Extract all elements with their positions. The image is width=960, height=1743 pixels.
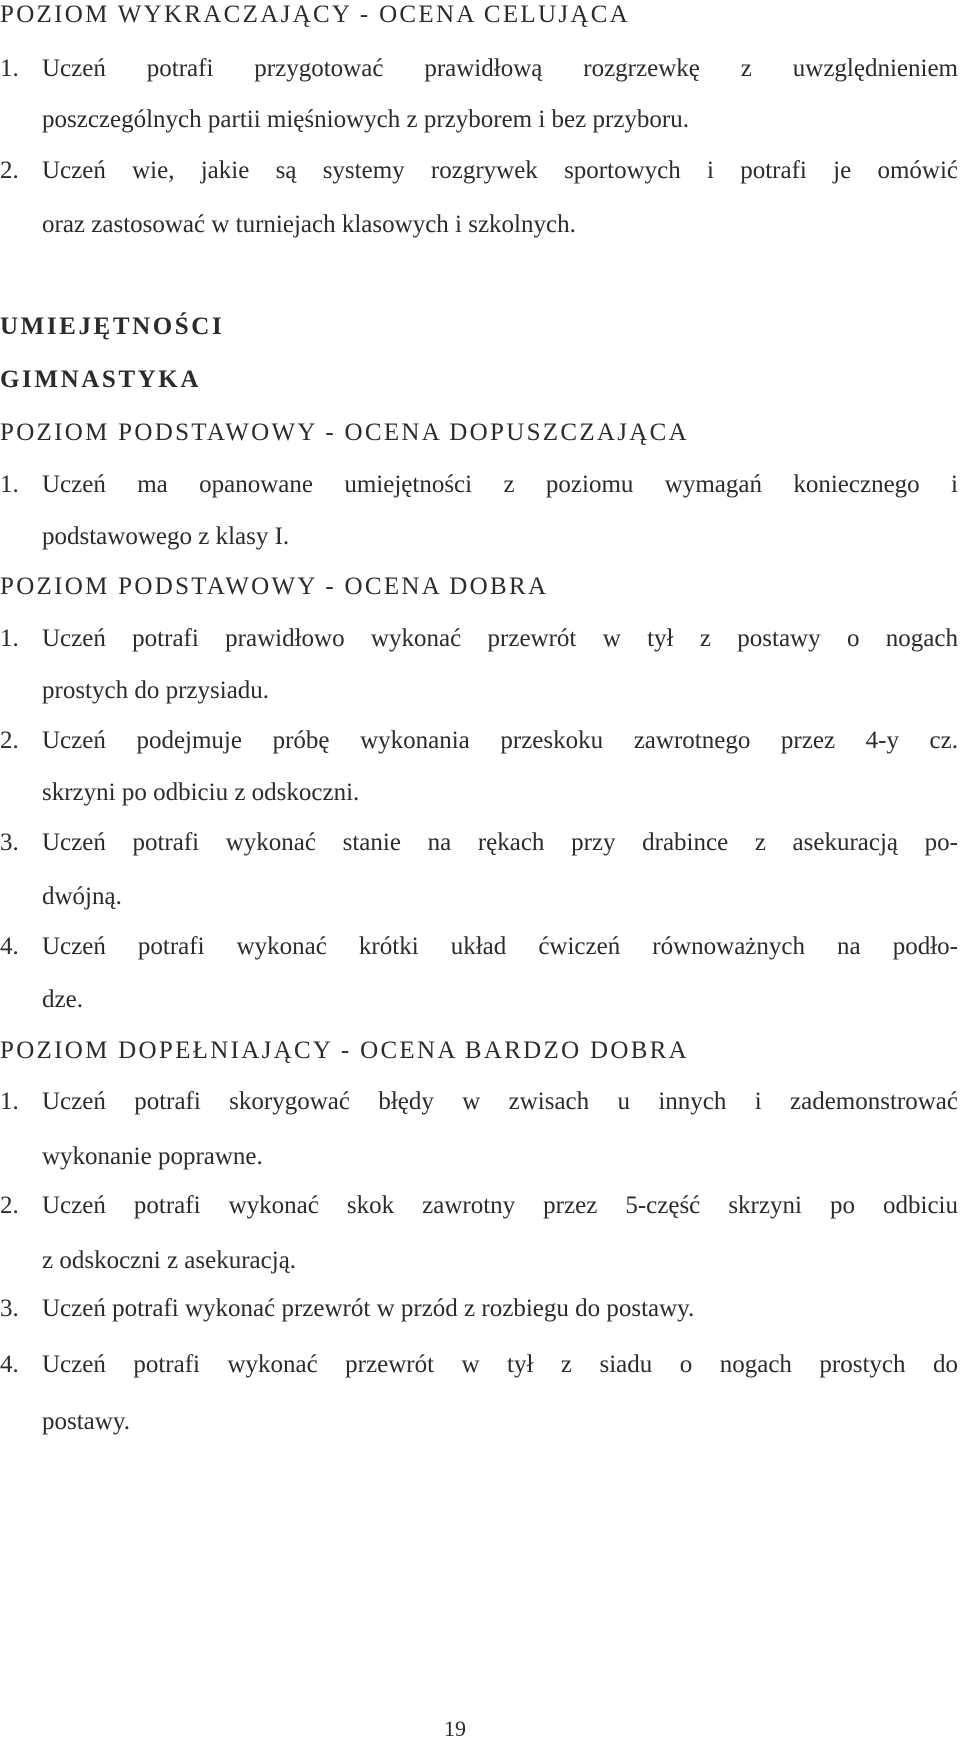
heading-level-exceeding-excellent: POZIOM WYKRACZAJĄCY - OCENA CELUJĄCA — [0, 1, 631, 28]
item-number: 1. — [0, 471, 19, 498]
item-number: 2. — [0, 157, 19, 184]
heading-level-basic-sufficient: POZIOM PODSTAWOWY - OCENA DOPUSZCZAJĄCA — [0, 419, 689, 446]
page-number: 19 — [444, 1716, 466, 1741]
item-text-line2: oraz zastosować w turniejach klasowych i szkolnych. — [42, 211, 576, 238]
item-text-line1: Uczeń potrafi wykonać krótki układ ćwiczeń równoważnych na podło- — [42, 933, 958, 960]
item-text-line2: prostych do przysiadu. — [42, 677, 270, 704]
item-text-line2: wykonanie poprawne. — [42, 1143, 263, 1170]
item-text-line1: Uczeń potrafi skorygować błędy w zwisach u innych i zademonstrować — [42, 1088, 958, 1115]
item-text-line2: podstawowego z klasy I. — [42, 523, 290, 550]
item-text-line2: dwójną. — [42, 883, 122, 910]
item-text-line1: Uczeń potrafi wykonać stanie na rękach przy drabince z asekuracją po- — [42, 829, 958, 856]
item-number: 4. — [0, 933, 19, 960]
heading-level-basic-good: POZIOM PODSTAWOWY - OCENA DOBRA — [0, 573, 549, 600]
item-text-line1: Uczeń potrafi wykonać przewrót w tył z siadu o nogach prostych do — [42, 1351, 958, 1378]
skills-title: UMIEJĘTNOŚCI — [0, 313, 225, 340]
item-text-line2: dze. — [42, 986, 83, 1013]
item-number: 1. — [0, 55, 19, 82]
item-text-line2: z odskoczni z asekuracją. — [42, 1247, 297, 1274]
item-number: 2. — [0, 727, 19, 754]
item-number: 1. — [0, 1088, 19, 1115]
item-text-line1: Uczeń potrafi wykonać skok zawrotny przez 5-część skrzyni po odbiciu — [42, 1192, 958, 1219]
heading-level-extended-very-good: POZIOM DOPEŁNIAJĄCY - OCENA BARDZO DOBRA — [0, 1037, 690, 1064]
item-number: 3. — [0, 1295, 19, 1322]
item-text-line1: Uczeń wie, jakie są systemy rozgrywek sportowych i potrafi je omówić — [42, 157, 958, 184]
item-number: 3. — [0, 829, 19, 856]
item-text-line2: skrzyni po odbiciu z odskoczni. — [42, 779, 360, 806]
item-text-line1: Uczeń potrafi przygotować prawidłową rozgrzewkę z uwzględnieniem — [42, 55, 958, 82]
item-text-line1: Uczeń podejmuje próbę wykonania przeskoku zawrotnego przez 4-y cz. — [42, 727, 958, 754]
item-text-line1: Uczeń potrafi prawidłowo wykonać przewrót w tył z postawy o nogach — [42, 625, 958, 652]
item-number: 4. — [0, 1351, 19, 1378]
item-text-line2: postawy. — [42, 1408, 130, 1435]
item-text-line1: Uczeń potrafi wykonać przewrót w przód z rozbiegu do postawy. — [42, 1295, 695, 1322]
item-text-line2: poszczególnych partii mięśniowych z przyborem i bez przyboru. — [42, 106, 689, 133]
item-number: 1. — [0, 625, 19, 652]
item-number: 2. — [0, 1192, 19, 1219]
item-text-line1: Uczeń ma opanowane umiejętności z poziomu wymagań koniecznego i — [42, 471, 958, 498]
gymnastics-title: GIMNASTYKA — [0, 366, 202, 393]
